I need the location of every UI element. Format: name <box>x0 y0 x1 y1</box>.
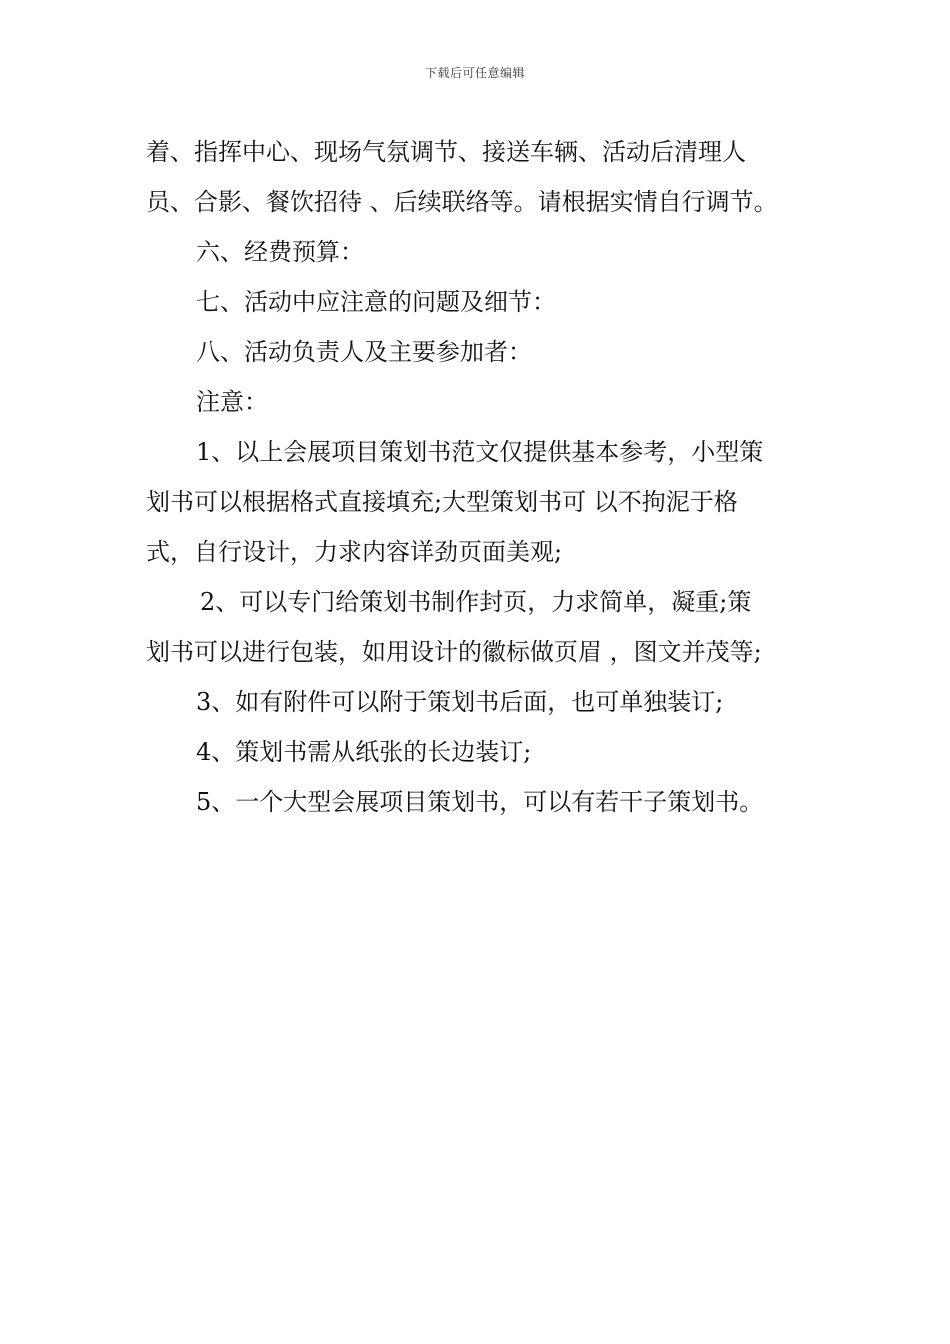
paragraph-line: 着、指挥中心、现场气氛调节、接送车辆、活动后清理人 <box>146 138 746 166</box>
note-item-2: 2、可以专门给策划书制作封页，力求简单，凝重;策 <box>200 588 752 616</box>
note-item-1-continued: 式，自行设计，力求内容详劲页面美观; <box>146 538 563 566</box>
attention-heading: 注意： <box>196 388 268 416</box>
note-item-2-continued: 划书可以进行包装，如用设计的徽标做页眉 ，图文并茂等; <box>146 638 762 666</box>
document-body <box>146 127 810 827</box>
paragraph-line: 员、合影、餐饮招待 、后续联络等。请根据实情自行调节。 <box>146 188 778 216</box>
section-heading-notes: 七、活动中应注意的问题及细节： <box>196 288 556 316</box>
section-heading-budget: 六、经费预算： <box>196 238 364 266</box>
note-item-5: 5、一个大型会展项目策划书，可以有若干子策划书。 <box>196 788 764 816</box>
note-item-1: 1、以上会展项目策划书范文仅提供基本参考，小型策 <box>196 438 764 466</box>
note-item-1-continued: 划书可以根据格式直接填充;大型策划书可 以不拘泥于格 <box>146 488 738 516</box>
note-item-4: 4、策划书需从纸张的长边装订; <box>196 738 532 766</box>
note-item-3: 3、如有附件可以附于策划书后面，也可单独装订; <box>196 688 724 716</box>
section-heading-responsible: 八、活动负责人及主要参加者： <box>196 338 532 366</box>
page-header: 下载后可任意编辑 <box>424 66 525 80</box>
